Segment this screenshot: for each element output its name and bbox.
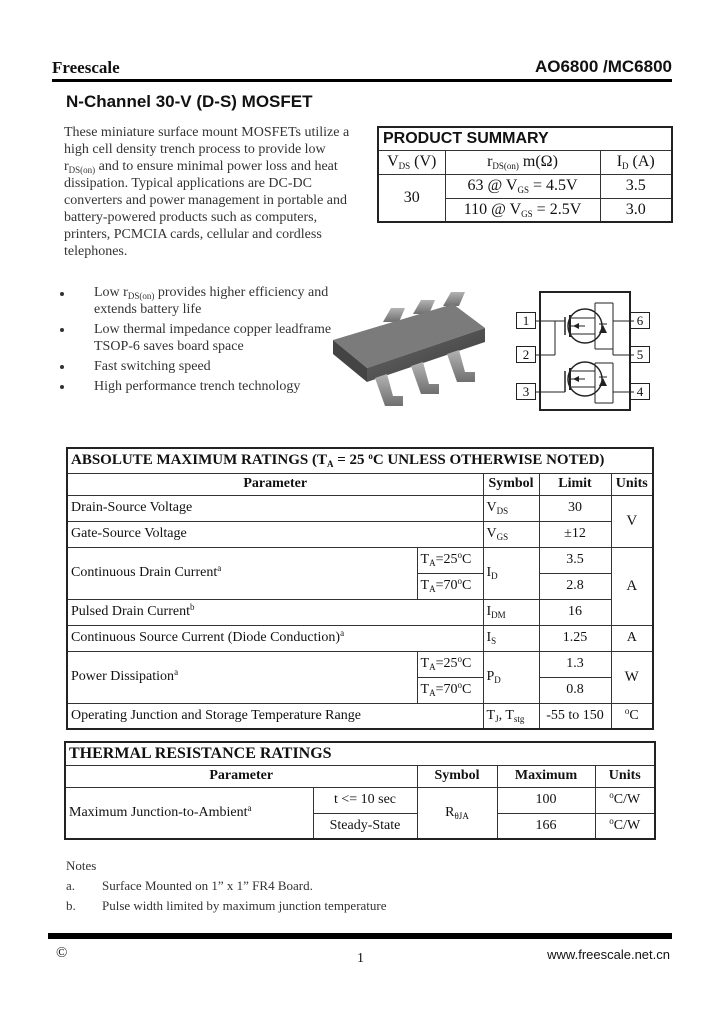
thermal-title: THERMAL RESISTANCE RATINGS (65, 742, 655, 765)
note-b-label: b. (66, 898, 76, 913)
row-limit: -55 to 150 (539, 703, 611, 729)
row-param: Drain-Source Voltage (67, 495, 483, 521)
feature-item-cont: TSOP-6 saves board space (94, 339, 244, 354)
intro-line: telephones. (64, 244, 128, 259)
thermal-header-maximum: Maximum (497, 765, 595, 787)
bullet-dot (60, 292, 64, 296)
thermal-unit: $^o$C/W (595, 787, 655, 813)
note-a-text: Surface Mounted on 1” x 1” FR4 Board. (102, 878, 313, 893)
feature-item: Low thermal impedance copper leadframe (94, 322, 332, 337)
row-limit: ±12 (539, 521, 611, 547)
feature-item: Fast switching speed (94, 359, 211, 374)
row-symbol: $V_{GS}$ (483, 521, 539, 547)
intro-line: high cell density trench process to provide low (64, 142, 326, 157)
notes-title: Notes (66, 858, 97, 873)
row-limit: 0.8 (539, 677, 611, 703)
intro-line: $r_{DS(on)}$ and to ensure minimal power loss and heat (64, 159, 338, 175)
row-param: Operating Junction and Storage Temperature Range (67, 703, 483, 729)
thermal-max: 100 (497, 787, 595, 813)
ps-header-id: $I_D$ (A) (600, 150, 672, 174)
row-limit: 2.8 (539, 573, 611, 599)
thermal-symbol: $R_{\theta JA}$ (417, 787, 497, 839)
abs-header-symbol: Symbol (483, 473, 539, 495)
abs-header-parameter: Parameter (67, 473, 483, 495)
bullet-dot (60, 365, 64, 369)
product-summary-table (377, 126, 673, 223)
pin-label: 6 (630, 312, 650, 329)
ps-vds-value: 30 (378, 174, 445, 222)
ps-id-value: 3.5 (600, 174, 672, 198)
ps-header-vds: $V_{DS}$ (V) (378, 150, 445, 174)
row-condition: $T_A=70^oC$ (417, 677, 483, 703)
page-number: 1 (357, 951, 364, 966)
product-summary-title: PRODUCT SUMMARY (378, 127, 672, 150)
header-rule (52, 79, 672, 82)
bullet-dot (60, 328, 64, 332)
part-number: AO6800 /MC6800 (534, 57, 672, 76)
row-unit: V (611, 495, 653, 547)
thermal-header-parameter: Parameter (65, 765, 417, 787)
ps-header-rds: $r_{DS(on)}$ m(Ω) (445, 150, 600, 174)
intro-line: dissipation. Typical applications are DC-DC (64, 176, 312, 191)
thermal-param: Maximum Junction-to-Ambient$^a$ (65, 787, 313, 839)
intro-line: battery-powered products such as computers, (64, 210, 318, 225)
mosfet-schematic-icon (515, 291, 655, 411)
tsop6-package-illustration (325, 288, 495, 418)
ps-id-value: 3.0 (600, 198, 672, 222)
intro-line: These miniature surface mount MOSFETs utilize a (64, 125, 350, 140)
intro-paragraph (64, 124, 354, 260)
footer-rule (48, 933, 672, 939)
page-title: N-Channel 30-V (D-S) MOSFET (66, 92, 313, 111)
footer-url[interactable]: www.freescale.net.cn (547, 947, 670, 962)
feature-item: High performance trench technology (94, 379, 301, 394)
row-unit: A (611, 625, 653, 651)
thermal-condition: t <= 10 sec (313, 787, 417, 813)
pin-label: 4 (630, 383, 650, 400)
ps-rds-value: 110 @ $V_{GS} = 2.5V$ (445, 198, 600, 222)
abs-header-limit: Limit (539, 473, 611, 495)
thermal-max: 166 (497, 813, 595, 839)
brand-name: Freescale (52, 58, 120, 77)
row-limit: 1.3 (539, 651, 611, 677)
intro-line: converters and power management in portable and (64, 193, 348, 208)
pin-label: 3 (516, 383, 536, 400)
pin-label: 2 (516, 346, 536, 363)
thermal-condition: Steady-State (313, 813, 417, 839)
note-b-text: Pulse width limited by maximum junction temperature (102, 898, 387, 913)
pin-label: 1 (516, 312, 536, 329)
pin-label: 5 (630, 346, 650, 363)
row-limit: 1.25 (539, 625, 611, 651)
feature-item: Low $r_{DS(on)}$ provides higher efficiency and (94, 285, 329, 301)
row-symbol: $I_{DM}$ (483, 599, 539, 625)
row-symbol: $P_D$ (483, 651, 539, 703)
row-limit: 16 (539, 599, 611, 625)
bullet-dot (60, 385, 64, 389)
copyright-icon: © (56, 945, 68, 961)
feature-item-cont: extends battery life (94, 302, 202, 317)
thermal-resistance-table (64, 741, 656, 840)
row-unit: $^o$C (611, 703, 653, 729)
row-symbol: $I_D$ (483, 547, 539, 599)
note-a-label: a. (66, 878, 76, 893)
thermal-header-units: Units (595, 765, 655, 787)
row-unit: W (611, 651, 653, 703)
row-param: Continuous Drain Current$^a$ (67, 547, 417, 599)
intro-rds-symbol: r (64, 159, 69, 174)
row-symbol: $V_{DS}$ (483, 495, 539, 521)
row-unit: A (611, 547, 653, 625)
row-param: Gate-Source Voltage (67, 521, 483, 547)
intro-line: printers, PCMCIA cards, cellular and cordless (64, 227, 322, 242)
row-param: Pulsed Drain Current$^b$ (67, 599, 483, 625)
row-limit: 3.5 (539, 547, 611, 573)
pinout-diagram (515, 291, 655, 411)
row-symbol: $I_S$ (483, 625, 539, 651)
ps-rds-value: 63 @ $V_{GS} = 4.5V$ (445, 174, 600, 198)
row-limit: 30 (539, 495, 611, 521)
abs-max-title: ABSOLUTE MAXIMUM RATINGS ($T_A = 25$ $^o$C UNLESS OTHERWISE NOTED) (67, 448, 653, 473)
row-param: Power Dissipation$^a$ (67, 651, 417, 703)
absolute-max-ratings-table (66, 447, 654, 730)
row-condition: $T_A=25^oC$ (417, 651, 483, 677)
thermal-header-symbol: Symbol (417, 765, 497, 787)
abs-header-units: Units (611, 473, 653, 495)
row-condition: $T_A=25^oC$ (417, 547, 483, 573)
row-condition: $T_A=70^oC$ (417, 573, 483, 599)
row-symbol: $T_J$, $T_{stg}$ (483, 703, 539, 729)
thermal-unit: $^o$C/W (595, 813, 655, 839)
row-param: Continuous Source Current (Diode Conduction)$^a$ (67, 625, 483, 651)
